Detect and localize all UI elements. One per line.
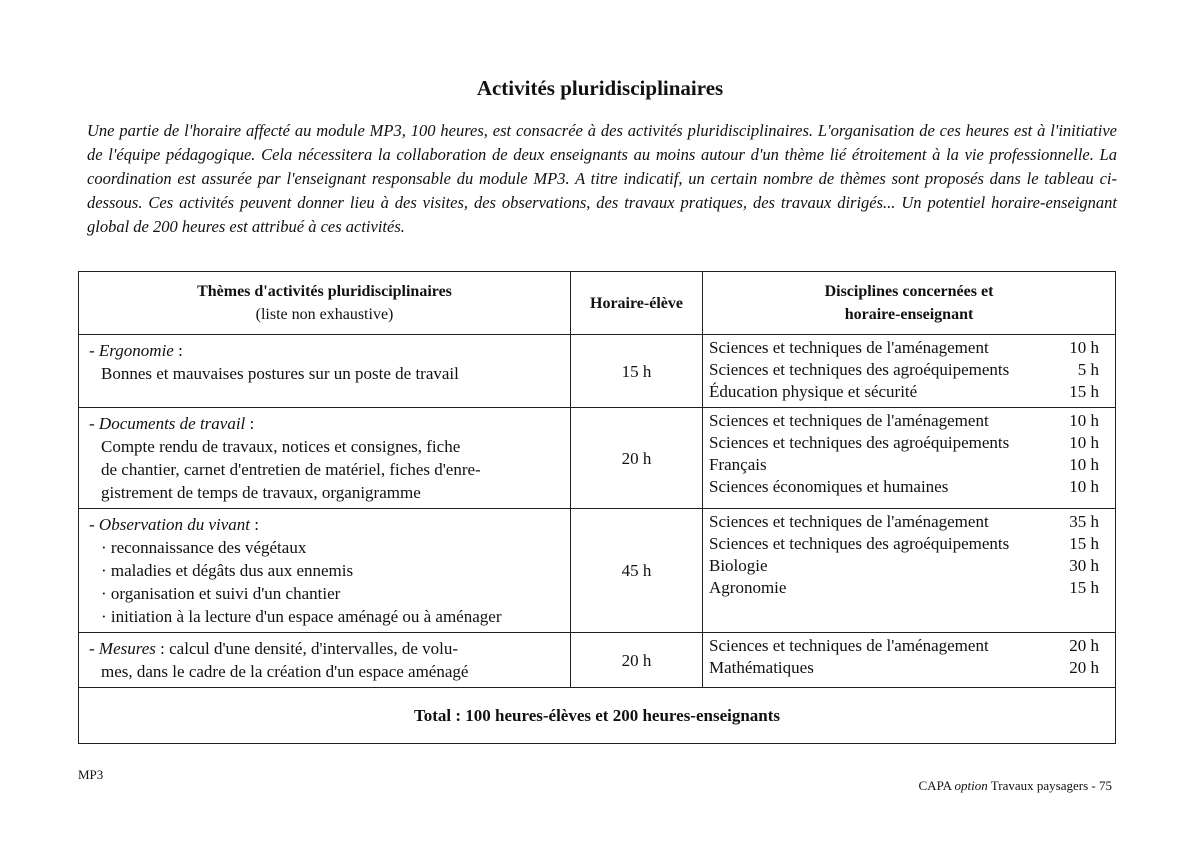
theme-title-line: - Observation du vivant :	[89, 515, 259, 534]
discipline-name: Sciences et techniques des agroéquipements	[709, 534, 1010, 553]
intro-paragraph: Une partie de l'horaire affecté au module MP3, 100 heures, est consacrée à des activités pluridisciplinaires. L'organisation de ces heures est à l'initiative de l'équipe pédagogique. Cela nécessitera la collaboration de deux enseignants au moins autour d'un thème lié étroitement à la vie professionnelle. La coordination est assurée par l'enseignant responsable du module MP3. A titre indicatif, un certain nombre de thèmes sont proposés dans le tableau ci-dessous. Ces activités peuvent donner lieu à des visites, des observations, des travaux pratiques, des travaux dirigés... Un potentiel horaire-enseignant global de 200 heures est attribué à ces activités.	[87, 121, 1117, 236]
discipline-hours: 15 h	[1069, 578, 1099, 597]
total-text: Total : 100 heures-élèves et 200 heures-enseignants	[79, 688, 1116, 744]
discipline-name: Mathématiques	[709, 658, 814, 677]
disciplines-list	[703, 635, 1115, 679]
discipline-row	[703, 432, 1115, 454]
discipline-row	[703, 337, 1115, 359]
discipline-hours: 15 h	[1069, 382, 1099, 401]
discipline-hours: 20 h	[1069, 658, 1099, 677]
discipline-name: Agronomie	[709, 578, 787, 597]
disciplines-cell	[703, 633, 1116, 688]
discipline-name: Sciences et techniques de l'aménagement	[709, 636, 989, 655]
theme-line: · organisation et suivi d'un chantier	[101, 584, 341, 603]
footer-option: option	[954, 778, 988, 793]
theme-cell	[79, 408, 571, 509]
discipline-row	[703, 555, 1115, 577]
theme-line: Compte rendu de travaux, notices et consignes, fiche	[101, 437, 461, 456]
table-header-row	[79, 272, 1116, 335]
discipline-hours: 10 h	[1069, 477, 1099, 496]
disciplines-cell	[703, 408, 1116, 509]
theme-title: Ergonomie	[98, 341, 174, 360]
discipline-row	[703, 533, 1115, 555]
header-disc-line1: Disciplines concernées et	[824, 283, 994, 300]
page-title: Activités pluridisciplinaires	[476, 76, 724, 100]
student-hours: 15 h	[571, 335, 703, 408]
disciplines-cell	[703, 335, 1116, 408]
theme-title: Mesures	[98, 639, 156, 658]
discipline-row	[703, 381, 1115, 403]
footer-module: MP3	[78, 767, 104, 782]
discipline-hours: 5 h	[1077, 360, 1099, 379]
discipline-name: Sciences et techniques des agroéquipements	[709, 433, 1010, 452]
discipline-row	[703, 511, 1115, 533]
table-row	[79, 633, 1116, 688]
activities-table	[78, 271, 1116, 744]
table-row	[79, 335, 1116, 408]
discipline-name: Sciences et techniques de l'aménagement	[709, 512, 989, 531]
theme-line: · initiation à la lecture d'un espace aménagé ou à aménager	[101, 607, 502, 626]
theme-title: Observation du vivant	[98, 515, 251, 534]
disciplines-list	[703, 410, 1115, 498]
theme-title-line: - Ergonomie :	[89, 341, 183, 360]
header-hours-label: Horaire-élève	[590, 294, 683, 312]
discipline-name: Éducation physique et sécurité	[709, 382, 918, 401]
theme-title-line: - Mesures : calcul d'une densité, d'intervalles, de volu-	[89, 639, 459, 658]
discipline-name: Sciences économiques et humaines	[709, 477, 949, 496]
student-hours: 20 h	[571, 633, 703, 688]
footer-page: Travaux paysagers - 75	[990, 778, 1112, 793]
discipline-hours: 10 h	[1069, 411, 1099, 430]
theme-cell	[79, 509, 571, 633]
discipline-name: Sciences et techniques de l'aménagement	[709, 338, 989, 357]
discipline-hours: 10 h	[1069, 338, 1099, 357]
theme-inline-text: calcul d'une densité, d'intervalles, de volu-	[169, 639, 459, 658]
disciplines-list	[703, 337, 1115, 403]
discipline-row	[703, 359, 1115, 381]
discipline-hours: 10 h	[1069, 433, 1099, 452]
theme-line: · reconnaissance des végétaux	[101, 538, 307, 557]
theme-line: de chantier, carnet d'entretien de matériel, fiches d'enre-	[101, 460, 481, 479]
discipline-hours: 20 h	[1069, 636, 1099, 655]
header-themes-line1: Thèmes d'activités pluridisciplinaires	[197, 283, 452, 300]
discipline-hours: 35 h	[1069, 512, 1099, 531]
discipline-row	[703, 635, 1115, 657]
discipline-name: Français	[709, 455, 767, 474]
disciplines-list	[703, 511, 1115, 599]
footer-capa: CAPA	[918, 778, 952, 793]
discipline-row	[703, 410, 1115, 432]
footer-page-info	[919, 778, 1112, 794]
header-disc-line2: horaire-enseignant	[844, 306, 974, 323]
theme-cell	[79, 335, 571, 408]
discipline-hours: 10 h	[1069, 455, 1099, 474]
header-disciplines	[703, 272, 1116, 335]
header-themes	[79, 272, 571, 335]
student-hours: 45 h	[571, 509, 703, 633]
header-themes-line2: (liste non exhaustive)	[255, 306, 394, 323]
table-body	[79, 335, 1116, 688]
discipline-name: Biologie	[709, 556, 768, 575]
header-hours	[571, 272, 703, 335]
theme-cell	[79, 633, 571, 688]
disciplines-cell	[703, 509, 1116, 633]
total-row	[79, 688, 1116, 744]
theme-line: gistrement de temps de travaux, organigramme	[101, 483, 421, 502]
discipline-row	[703, 454, 1115, 476]
table-row	[79, 408, 1116, 509]
discipline-row	[703, 476, 1115, 498]
discipline-name: Sciences et techniques de l'aménagement	[709, 411, 989, 430]
discipline-row	[703, 577, 1115, 599]
student-hours: 20 h	[571, 408, 703, 509]
theme-line: · maladies et dégâts dus aux ennemis	[101, 561, 354, 580]
discipline-row	[703, 657, 1115, 679]
theme-line: mes, dans le cadre de la création d'un espace aménagé	[101, 662, 469, 681]
discipline-hours: 30 h	[1069, 556, 1099, 575]
theme-title-line: - Documents de travail :	[89, 414, 255, 433]
discipline-name: Sciences et techniques des agroéquipements	[709, 360, 1010, 379]
discipline-hours: 15 h	[1069, 534, 1099, 553]
table-row	[79, 509, 1116, 633]
theme-line: Bonnes et mauvaises postures sur un poste de travail	[101, 364, 459, 383]
theme-title: Documents de travail	[98, 414, 246, 433]
